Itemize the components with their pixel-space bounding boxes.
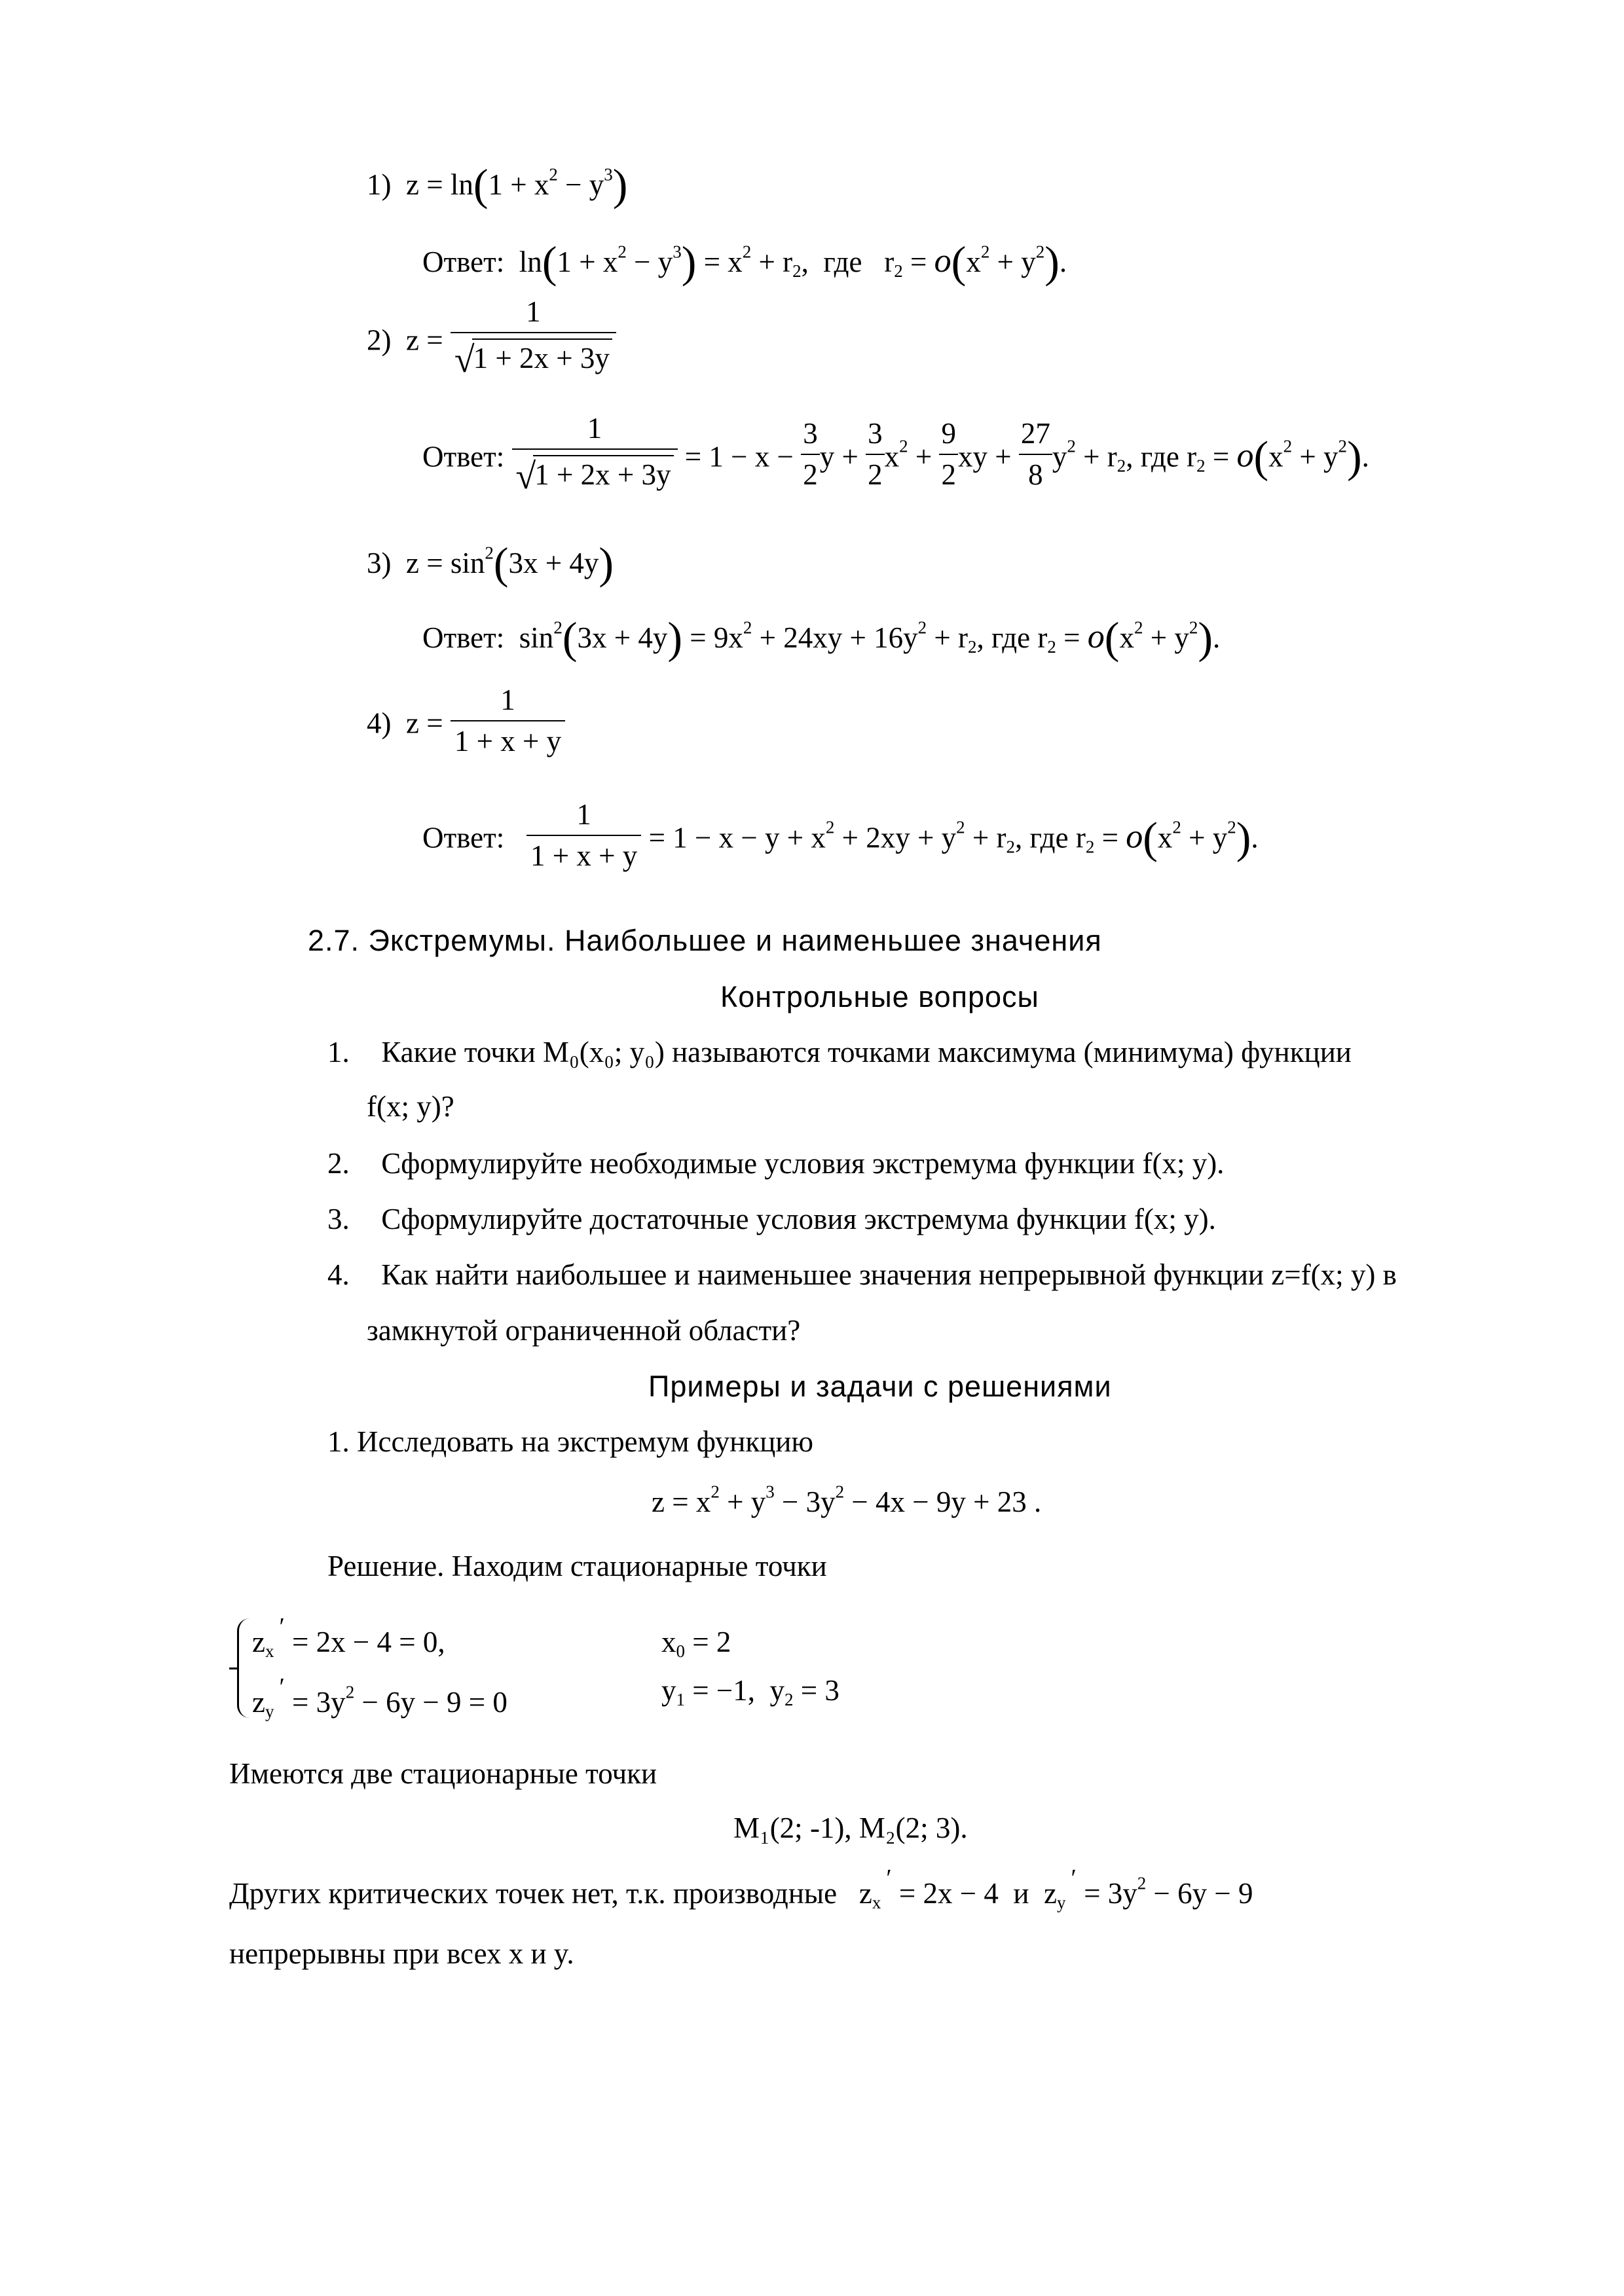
exercise-2-answer: Ответ: $\frac{1}{√1 + 2x + 3y}$ = 1 − x − $\frac{3}{2}$ y + $\frac{3}{2}$ $x^2$ + $\frac{9}{2}$ xy + $\frac{27}{8}$ $y^2 + r_2$, где $r_2 = o(x^2 + y^2)$. <box>422 412 1369 497</box>
question-text: Сформулируйте необходимые условия экстремума функции f(x; y). <box>381 1147 1225 1180</box>
question-text: Сформулируйте достаточные условия экстремума функции f(x; y). <box>381 1203 1216 1235</box>
system-brace-tip <box>229 1667 238 1669</box>
exercise-1-statement: 1) $z = \ln(1 + x^2 - y^3)$ <box>367 160 628 210</box>
exercise-3-statement: 3) $z = \sin^2(3x + 4y)$ <box>367 538 614 588</box>
exercise-2-number: 2) <box>367 323 392 357</box>
exercise-2-statement: 2) z = $\frac{1}{√1 + 2x + 3y}$ <box>367 302 616 384</box>
exercise-4-statement: 4) z = $\frac{1}{1 + x + y}$ <box>367 691 565 761</box>
answer-label: Ответ: <box>422 621 505 654</box>
question-1 <box>327 1038 1352 1067</box>
other-points-line: Других критических точек нет, т.к. производные $z_x' = 2x - 4$ и $z_y' = 3y^2 - 6y - 9$ <box>229 1865 1253 1913</box>
two-points-text: Имеются две стационарные точки <box>229 1757 657 1790</box>
answer-label: Ответ: <box>422 440 505 473</box>
where-word: где <box>823 246 862 278</box>
question-4 <box>327 1260 1397 1290</box>
continuity-text: непрерывны при всех x и y. <box>229 1937 574 1970</box>
question-text: Как найти наибольшее и наименьшее значения непрерывной функции z=f(x; y) в <box>381 1258 1397 1291</box>
and-word: и <box>1013 1877 1029 1910</box>
where-word: где <box>991 621 1031 654</box>
solution-intro: Решение. Находим стационарные точки <box>327 1550 827 1582</box>
exercise-2-answer-fraction: $\frac{1}{√1 + 2x + 3y}$ <box>512 414 678 495</box>
question-number: 2. <box>327 1147 350 1180</box>
exercise-4-fraction: $\frac{1}{1 + x + y}$ <box>451 685 565 756</box>
solution-y-values: $y_1 = -1$, $y_2 = 3$ <box>661 1674 840 1710</box>
exercise-4-number: 4) <box>367 706 392 740</box>
exercise-4-answer: Ответ: $\frac{1}{1 + x + y}$ = $1 - x - y + x^2 + 2xy + y^2 + r_2$, где $r_2 = o(x^2 + y^2)$. <box>422 798 1259 872</box>
section-heading: 2.7. Экстремумы. Наибольшее и наименьшее значения <box>308 924 1102 957</box>
examples-title: Примеры и задачи с решениями <box>648 1370 1112 1403</box>
exercise-1-number: 1) <box>367 168 392 201</box>
exercise-2-fraction: $\frac{1}{√1 + 2x + 3y}$ <box>451 297 616 378</box>
where-word: где <box>1140 440 1179 473</box>
answer-label: Ответ: <box>422 821 505 854</box>
system-equation-2: $z_y' = 3y^2 - 6y - 9 = 0$ <box>252 1673 507 1722</box>
question-number: 3. <box>327 1203 350 1235</box>
question-text: Какие точки M₀(x₀; y₀) называются точками максимума (минимума) функции <box>381 1036 1352 1068</box>
question-number: 4. <box>327 1258 350 1291</box>
exercise-3-number: 3) <box>367 547 392 579</box>
answer-label: Ответ: <box>422 246 505 278</box>
exercise-1-answer: Ответ: $\ln(1 + x^2 - y^3) = x^2 + r_2$, где $r_2 = o(x^2 + y^2)$. <box>422 237 1067 287</box>
system-equation-1: $z_x' = 2x - 4 = 0$, <box>252 1613 445 1662</box>
question-3 <box>327 1205 1216 1234</box>
example-1-intro: 1. Исследовать на экстремум функцию <box>327 1425 813 1458</box>
question-number: 1. <box>327 1036 350 1068</box>
where-word: где <box>1029 821 1069 854</box>
solution-x0: $x_0 = 2$ <box>661 1626 731 1662</box>
question-2 <box>327 1149 1224 1178</box>
control-questions-title: Контрольные вопросы <box>720 980 1039 1013</box>
question-4-continuation: замкнутой ограниченной области? <box>367 1314 801 1347</box>
system-brace <box>237 1618 249 1718</box>
example-1-function: $z = x^2 + y^3 - 3y^2 - 4x - 9y + 23$ . <box>652 1482 1042 1518</box>
exercise-3-answer: Ответ: $\sin^2(3x + 4y) = 9x^2 + 24xy + 16y^2 + r_2$, где $r_2 = o(x^2 + y^2)$. <box>422 613 1221 663</box>
stationary-points: M₁(2; -1), M₂(2; 3). <box>733 1812 968 1844</box>
other-points-text: Других критических точек нет, т.к. производные <box>229 1877 838 1910</box>
question-1-continuation: f(x; y)? <box>367 1090 454 1123</box>
exercise-4-answer-fraction: $\frac{1}{1 + x + y}$ <box>526 800 641 871</box>
